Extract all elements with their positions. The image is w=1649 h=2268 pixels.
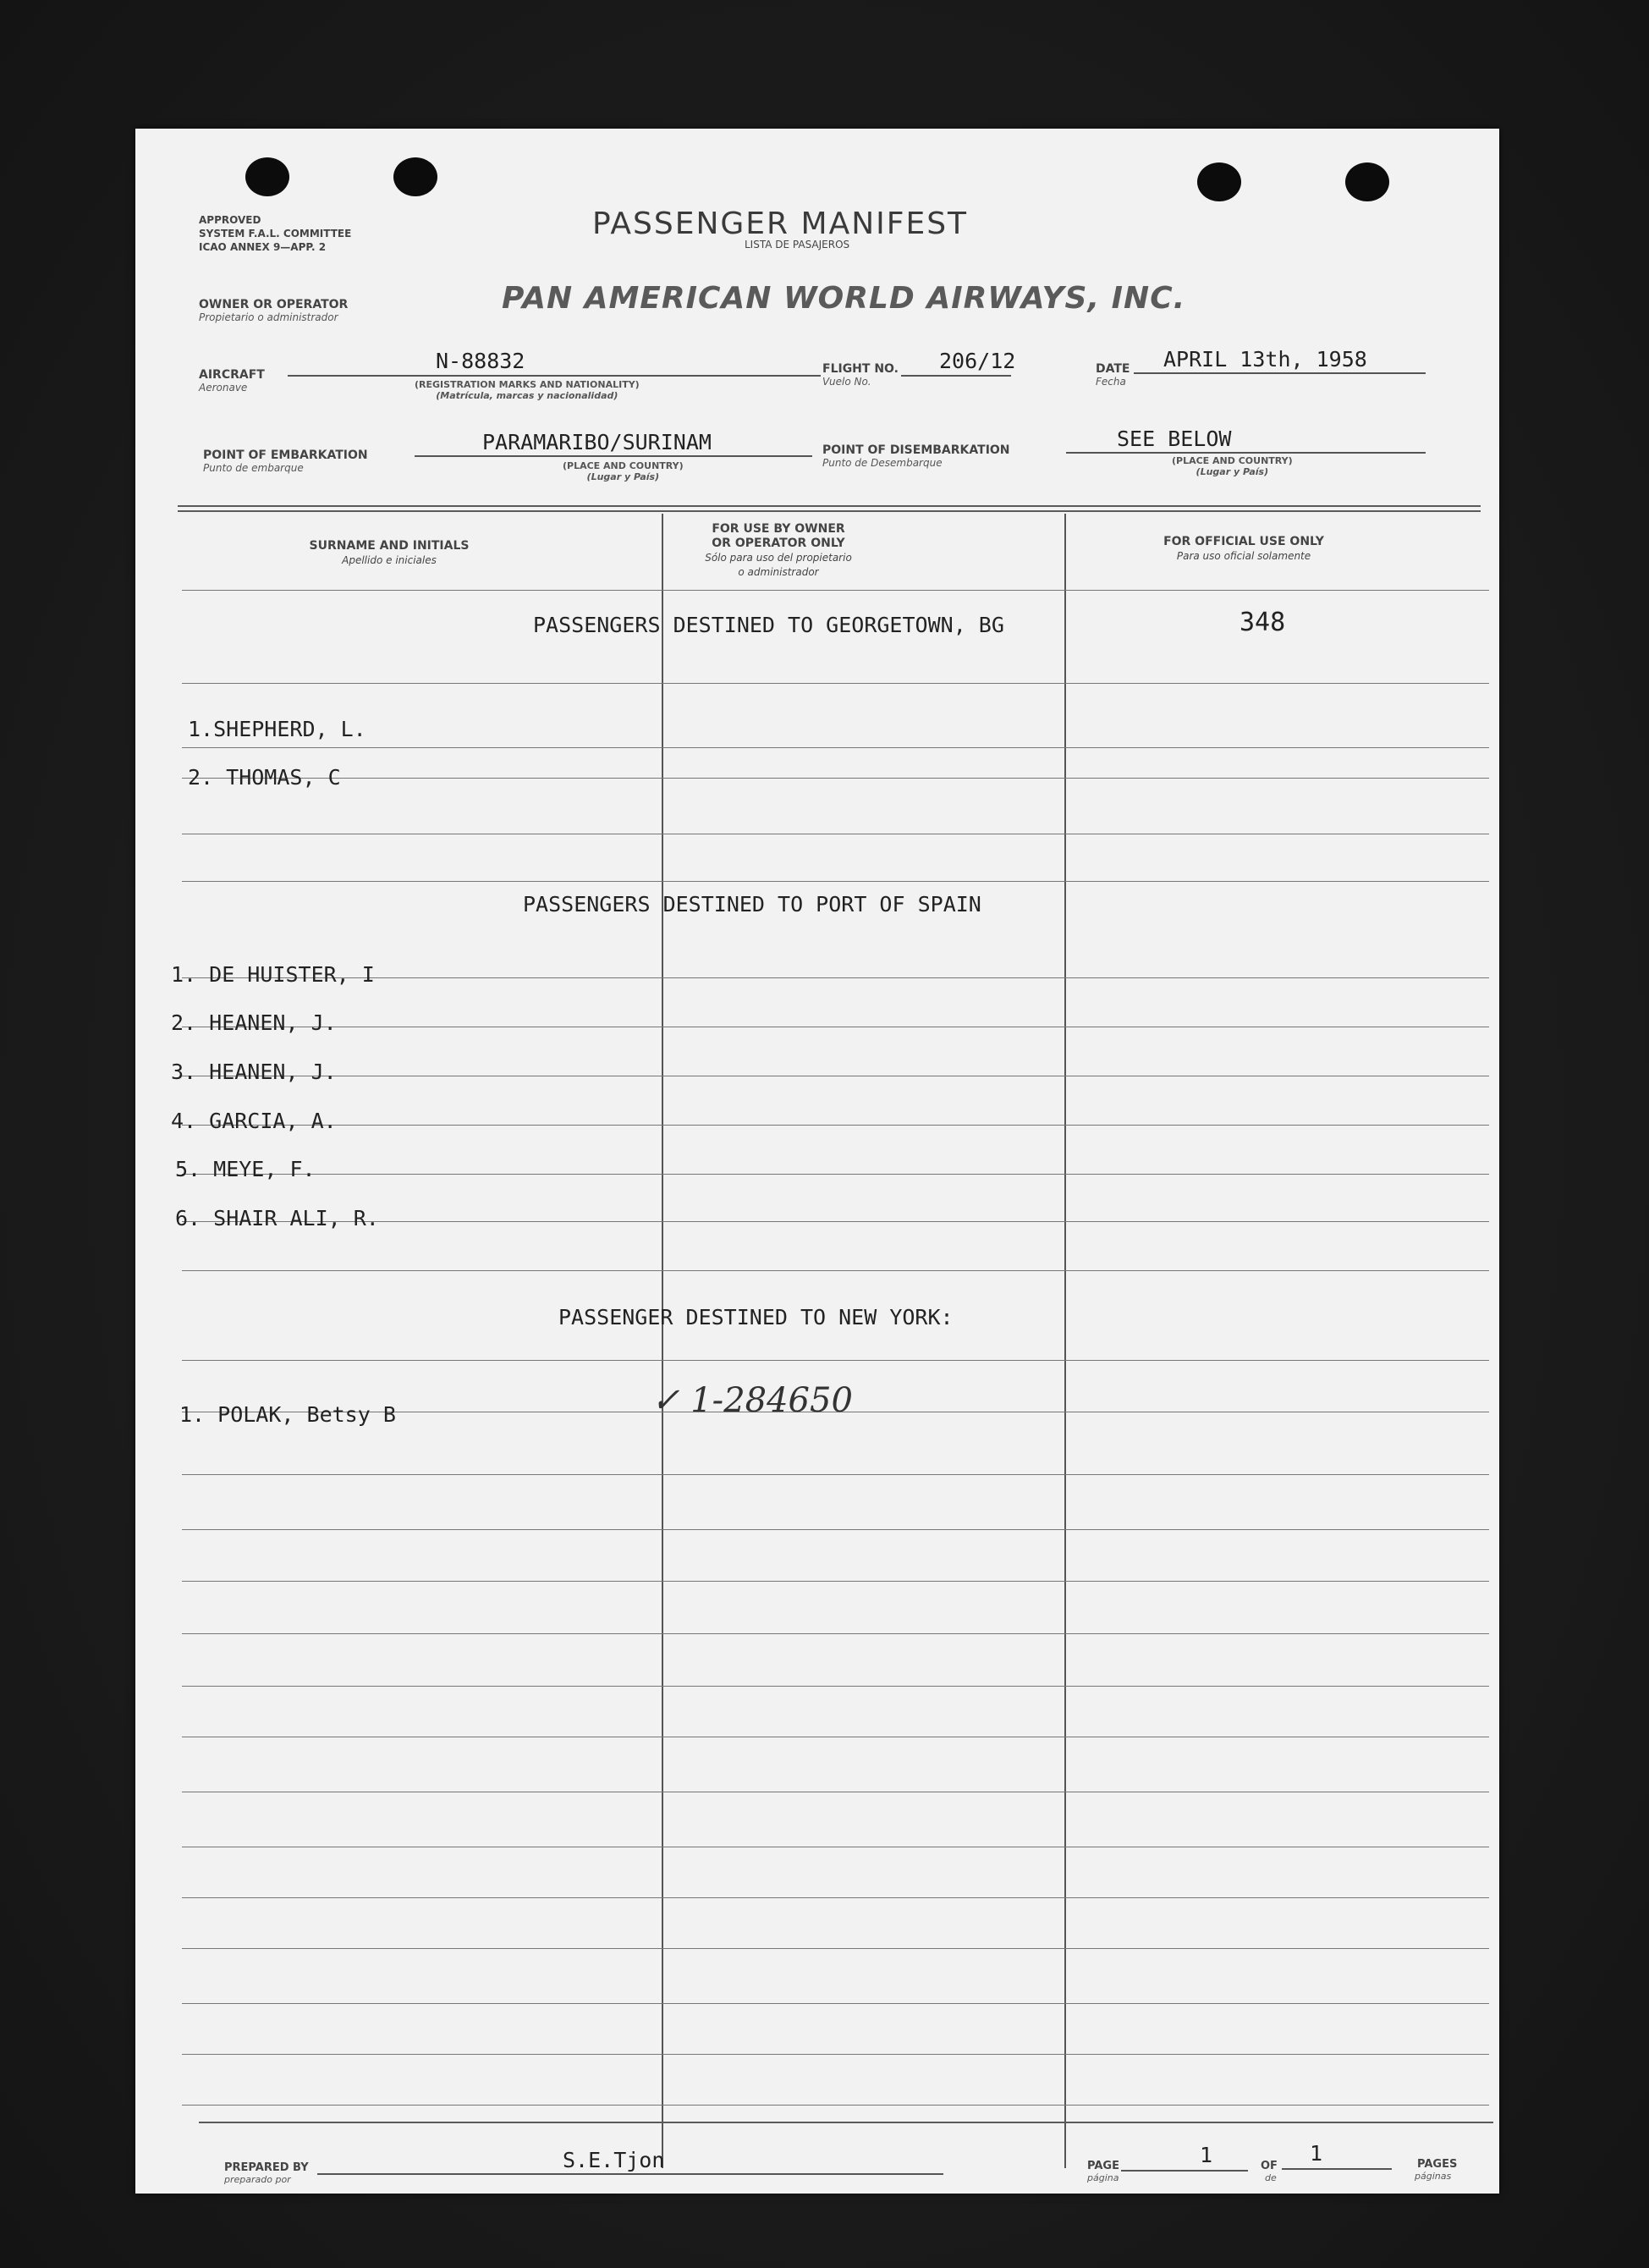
aircraft-label: AIRCRAFT xyxy=(199,368,265,382)
table-row-line xyxy=(182,1633,1489,1634)
col2-header-line: FOR USE BY OWNER xyxy=(712,522,845,536)
flight-value: 206/12 xyxy=(939,349,1016,373)
table-row-line xyxy=(182,881,1489,882)
footer-rule xyxy=(199,2122,1493,2123)
page-label-es: página xyxy=(1087,2172,1119,2183)
date-label: DATE xyxy=(1096,362,1130,376)
handwritten-ticket-note: ✓ 1-284650 xyxy=(651,1381,853,1420)
passenger-entry: 2. HEANEN, J. xyxy=(171,1010,337,1035)
pages-label: PAGES xyxy=(1417,2158,1458,2171)
col1-header-es-text: Apellido e iniciales xyxy=(342,554,437,566)
flight-label-es: Vuelo No. xyxy=(822,376,871,388)
form-subtitle: LISTA DE PASAJEROS xyxy=(745,239,850,250)
col3-header xyxy=(1117,535,1371,564)
new-york-heading: PASSENGER DESTINED TO NEW YORK: xyxy=(558,1305,954,1329)
embark-line xyxy=(415,455,812,457)
place-note-2 xyxy=(1172,455,1293,477)
prepared-label-es: preparado por xyxy=(224,2174,291,2185)
table-top-rule xyxy=(178,510,1481,512)
punch-hole xyxy=(393,157,437,196)
disembark-label: POINT OF DISEMBARKATION xyxy=(822,443,1010,457)
date-label-es: Fecha xyxy=(1096,376,1126,388)
embark-label-es: Punto de embarque xyxy=(203,462,304,474)
table-row-line xyxy=(182,1897,1489,1898)
passenger-entry: 1.SHEPHERD, L. xyxy=(188,717,366,741)
table-row-line xyxy=(182,1360,1489,1361)
embark-value: PARAMARIBO/SURINAM xyxy=(482,430,712,454)
approval-line: SYSTEM F.A.L. COMMITTEE xyxy=(199,228,352,239)
col2-header-line: OR OPERATOR ONLY xyxy=(712,537,845,550)
georgetown-heading: PASSENGERS DESTINED TO GEORGETOWN, BG xyxy=(533,613,1004,637)
col2-header-es-line: Sólo para uso del propietario xyxy=(705,552,852,564)
flight-label: FLIGHT NO. xyxy=(822,362,899,376)
col2-header-es xyxy=(643,551,914,565)
disembark-value: SEE BELOW xyxy=(1117,427,1232,451)
col1-header-en: SURNAME AND INITIALS xyxy=(309,539,470,553)
registration-note xyxy=(415,379,640,401)
punch-hole xyxy=(1197,162,1241,201)
prepared-label: PREPARED BY xyxy=(224,2161,309,2174)
col1-header xyxy=(262,539,516,568)
form-title: PASSENGER MANIFEST xyxy=(592,206,969,241)
place-note-es: (Lugar y País) xyxy=(586,471,660,482)
prepared-line xyxy=(317,2173,943,2175)
table-row-line xyxy=(182,1270,1489,1271)
table-row-line xyxy=(182,977,1489,978)
table-row-line xyxy=(182,1581,1489,1582)
col3-header-en: FOR OFFICIAL USE ONLY xyxy=(1163,535,1324,548)
table-row-line xyxy=(182,1474,1489,1475)
table-row-line xyxy=(182,590,1489,591)
owner-label: OWNER OR OPERATOR xyxy=(199,298,349,311)
page-line xyxy=(1121,2170,1248,2172)
of-label: OF xyxy=(1261,2160,1278,2172)
table-top-rule xyxy=(178,505,1481,507)
punch-hole xyxy=(245,157,289,196)
col1-header-es xyxy=(262,553,516,568)
approval-note xyxy=(199,213,351,254)
punch-hole xyxy=(1345,162,1389,201)
col3-header-es-text: Para uso oficial solamente xyxy=(1176,550,1311,562)
page-label: PAGE xyxy=(1087,2160,1119,2172)
table-row-line xyxy=(182,2054,1489,2055)
table-row-line xyxy=(182,1948,1489,1949)
registration-note-es: (Matrícula, marcas y nacionalidad) xyxy=(436,390,618,401)
col2-header-es xyxy=(643,565,914,580)
georgetown-code: 348 xyxy=(1239,608,1286,637)
passenger-entry: 1. DE HUISTER, I xyxy=(171,962,375,987)
date-line xyxy=(1134,372,1426,374)
date-value: APRIL 13th, 1958 xyxy=(1163,347,1367,372)
place-note-en: (PLACE AND COUNTRY) xyxy=(563,460,684,471)
column-divider xyxy=(662,514,663,2168)
aircraft-line xyxy=(288,375,821,377)
passenger-entry: 3. HEANEN, J. xyxy=(171,1060,337,1084)
place-note-en: (PLACE AND COUNTRY) xyxy=(1172,455,1293,466)
col2-header xyxy=(643,522,914,580)
column-divider xyxy=(1064,514,1066,2168)
owner-label-es: Propietario o administrador xyxy=(199,311,338,323)
passenger-entry: 1. POLAK, Betsy B xyxy=(179,1402,396,1427)
disembark-line xyxy=(1066,452,1426,454)
aircraft-label-es: Aeronave xyxy=(199,382,248,394)
page-number: 1 xyxy=(1200,2143,1213,2167)
table-row-line xyxy=(182,747,1489,748)
disembark-label-es: Punto de Desembarque xyxy=(822,457,943,469)
table-row-line xyxy=(182,1174,1489,1175)
flight-line xyxy=(901,375,1011,377)
total-pages: 1 xyxy=(1310,2141,1323,2166)
embark-label: POINT OF EMBARKATION xyxy=(203,449,368,462)
passenger-entry: 5. MEYE, F. xyxy=(175,1157,316,1181)
passenger-entry: 6. SHAIR ALI, R. xyxy=(175,1206,379,1230)
table-row-line xyxy=(182,2105,1489,2106)
prepared-value: S.E.Tjon xyxy=(563,2148,665,2172)
aircraft-value: N-88832 xyxy=(436,349,525,373)
col2-header-es-line: o administrador xyxy=(738,566,819,578)
table-row-line xyxy=(182,683,1489,684)
registration-note-en: (REGISTRATION MARKS AND NATIONALITY) xyxy=(415,379,640,390)
table-row-line xyxy=(182,2003,1489,2004)
of-label-es: de xyxy=(1265,2172,1277,2183)
total-pages-line xyxy=(1282,2168,1392,2170)
port-of-spain-heading: PASSENGERS DESTINED TO PORT OF SPAIN xyxy=(523,892,981,917)
approval-line: ICAO ANNEX 9—APP. 2 xyxy=(199,241,327,253)
pages-label-es: páginas xyxy=(1415,2171,1452,2182)
table-row-line xyxy=(182,1125,1489,1126)
place-note xyxy=(563,460,684,482)
table-row-line xyxy=(182,1529,1489,1530)
place-note-es: (Lugar y País) xyxy=(1196,466,1269,477)
owner-value: PAN AMERICAN WORLD AIRWAYS, INC. xyxy=(502,281,1186,316)
col3-header-es xyxy=(1117,549,1371,564)
table-row-line xyxy=(182,1686,1489,1687)
table-row-line xyxy=(182,778,1489,779)
passenger-entry: 4. GARCIA, A. xyxy=(171,1109,337,1133)
approval-line: APPROVED xyxy=(199,214,261,226)
manifest-sheet xyxy=(135,129,1499,2194)
passenger-entry: 2. THOMAS, C xyxy=(188,765,341,790)
